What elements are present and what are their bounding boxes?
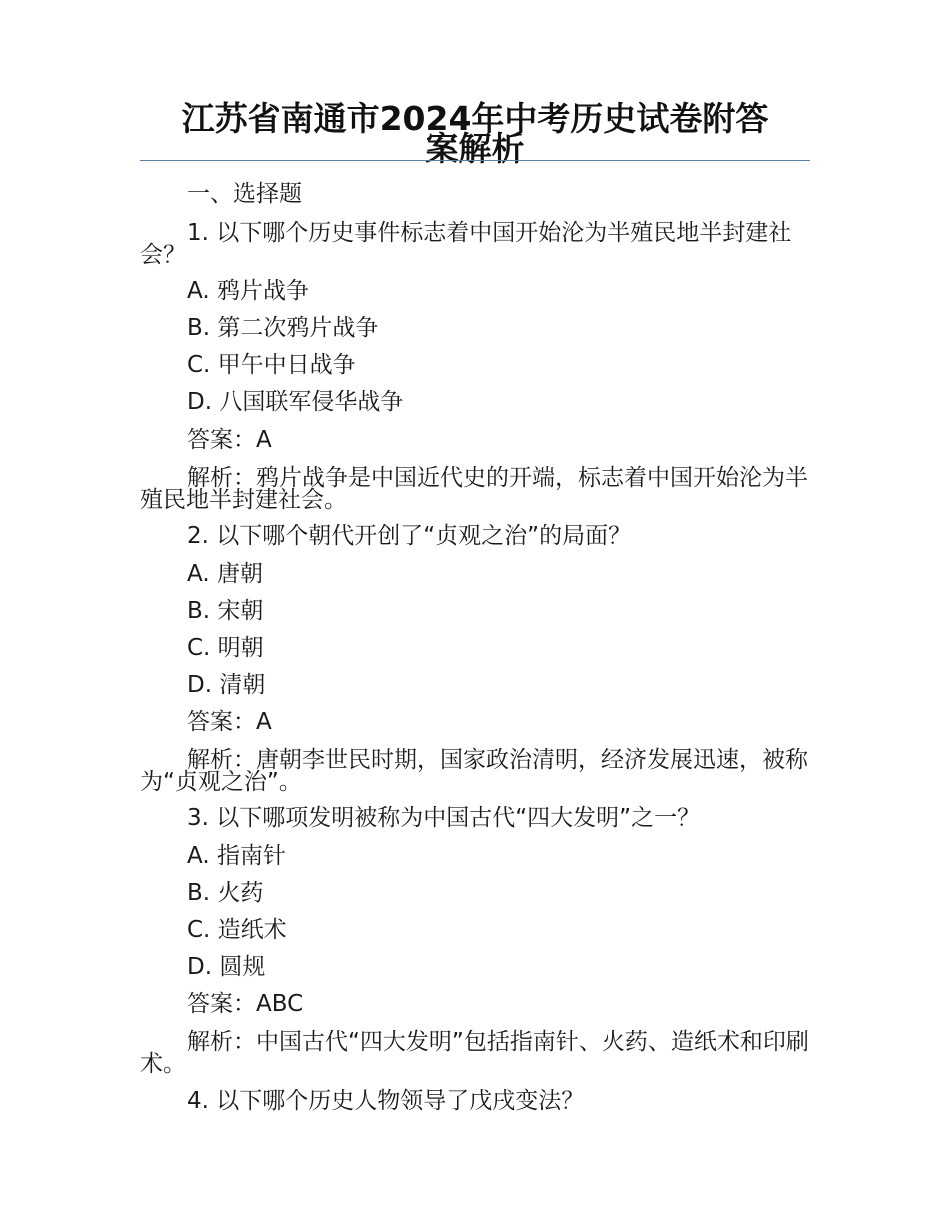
question-1: 1. 以下哪个历史事件标志着中国开始沦为半殖民地半封建社会？: [140, 220, 792, 268]
q1-option-c: C. 甲午中日战争: [187, 352, 356, 378]
q3-option-d: D. 圆规: [187, 954, 266, 980]
q2-option-a: A. 唐朝: [187, 561, 263, 587]
q3-option-a: A. 指南针: [187, 843, 286, 869]
q2-option-b: B. 宋朝: [187, 598, 264, 624]
q3-option-c: C. 造纸术: [187, 917, 287, 943]
q3-answer: 答案：ABC: [187, 991, 304, 1017]
q1-answer: 答案：A: [187, 427, 272, 453]
document-title: [140, 99, 810, 168]
title-line-2: 案解析: [425, 129, 525, 168]
q2-option-c: C. 明朝: [187, 635, 264, 661]
title-line-1: 江苏省南通市2024年中考历史试卷附答: [181, 99, 769, 138]
q1-option-b: B. 第二次鸦片战争: [187, 315, 379, 341]
q2-answer: 答案：A: [187, 709, 272, 735]
q2-analysis: 解析：唐朝李世民时期，国家政治清明，经济发展迅速，被称为“贞观之治”。: [140, 747, 808, 795]
q3-option-b: B. 火药: [187, 880, 264, 906]
q3-analysis: 解析：中国古代“四大发明”包括指南针、火药、造纸术和印刷术。: [140, 1029, 809, 1077]
question-3: 3. 以下哪项发明被称为中国古代“四大发明”之一？: [187, 805, 701, 831]
q1-analysis: 解析：鸦片战争是中国近代史的开端，标志着中国开始沦为半殖民地半封建社会。: [140, 465, 808, 513]
q1-option-d: D. 八国联军侵华战争: [187, 389, 404, 415]
title-divider: [140, 160, 810, 161]
q1-option-a: A. 鸦片战争: [187, 278, 309, 304]
section-heading: 一、选择题: [187, 181, 302, 207]
q2-option-d: D. 清朝: [187, 672, 266, 698]
question-2: 2. 以下哪个朝代开创了“贞观之治”的局面？: [187, 523, 632, 549]
question-4: 4. 以下哪个历史人物领导了戊戌变法？: [187, 1088, 585, 1114]
